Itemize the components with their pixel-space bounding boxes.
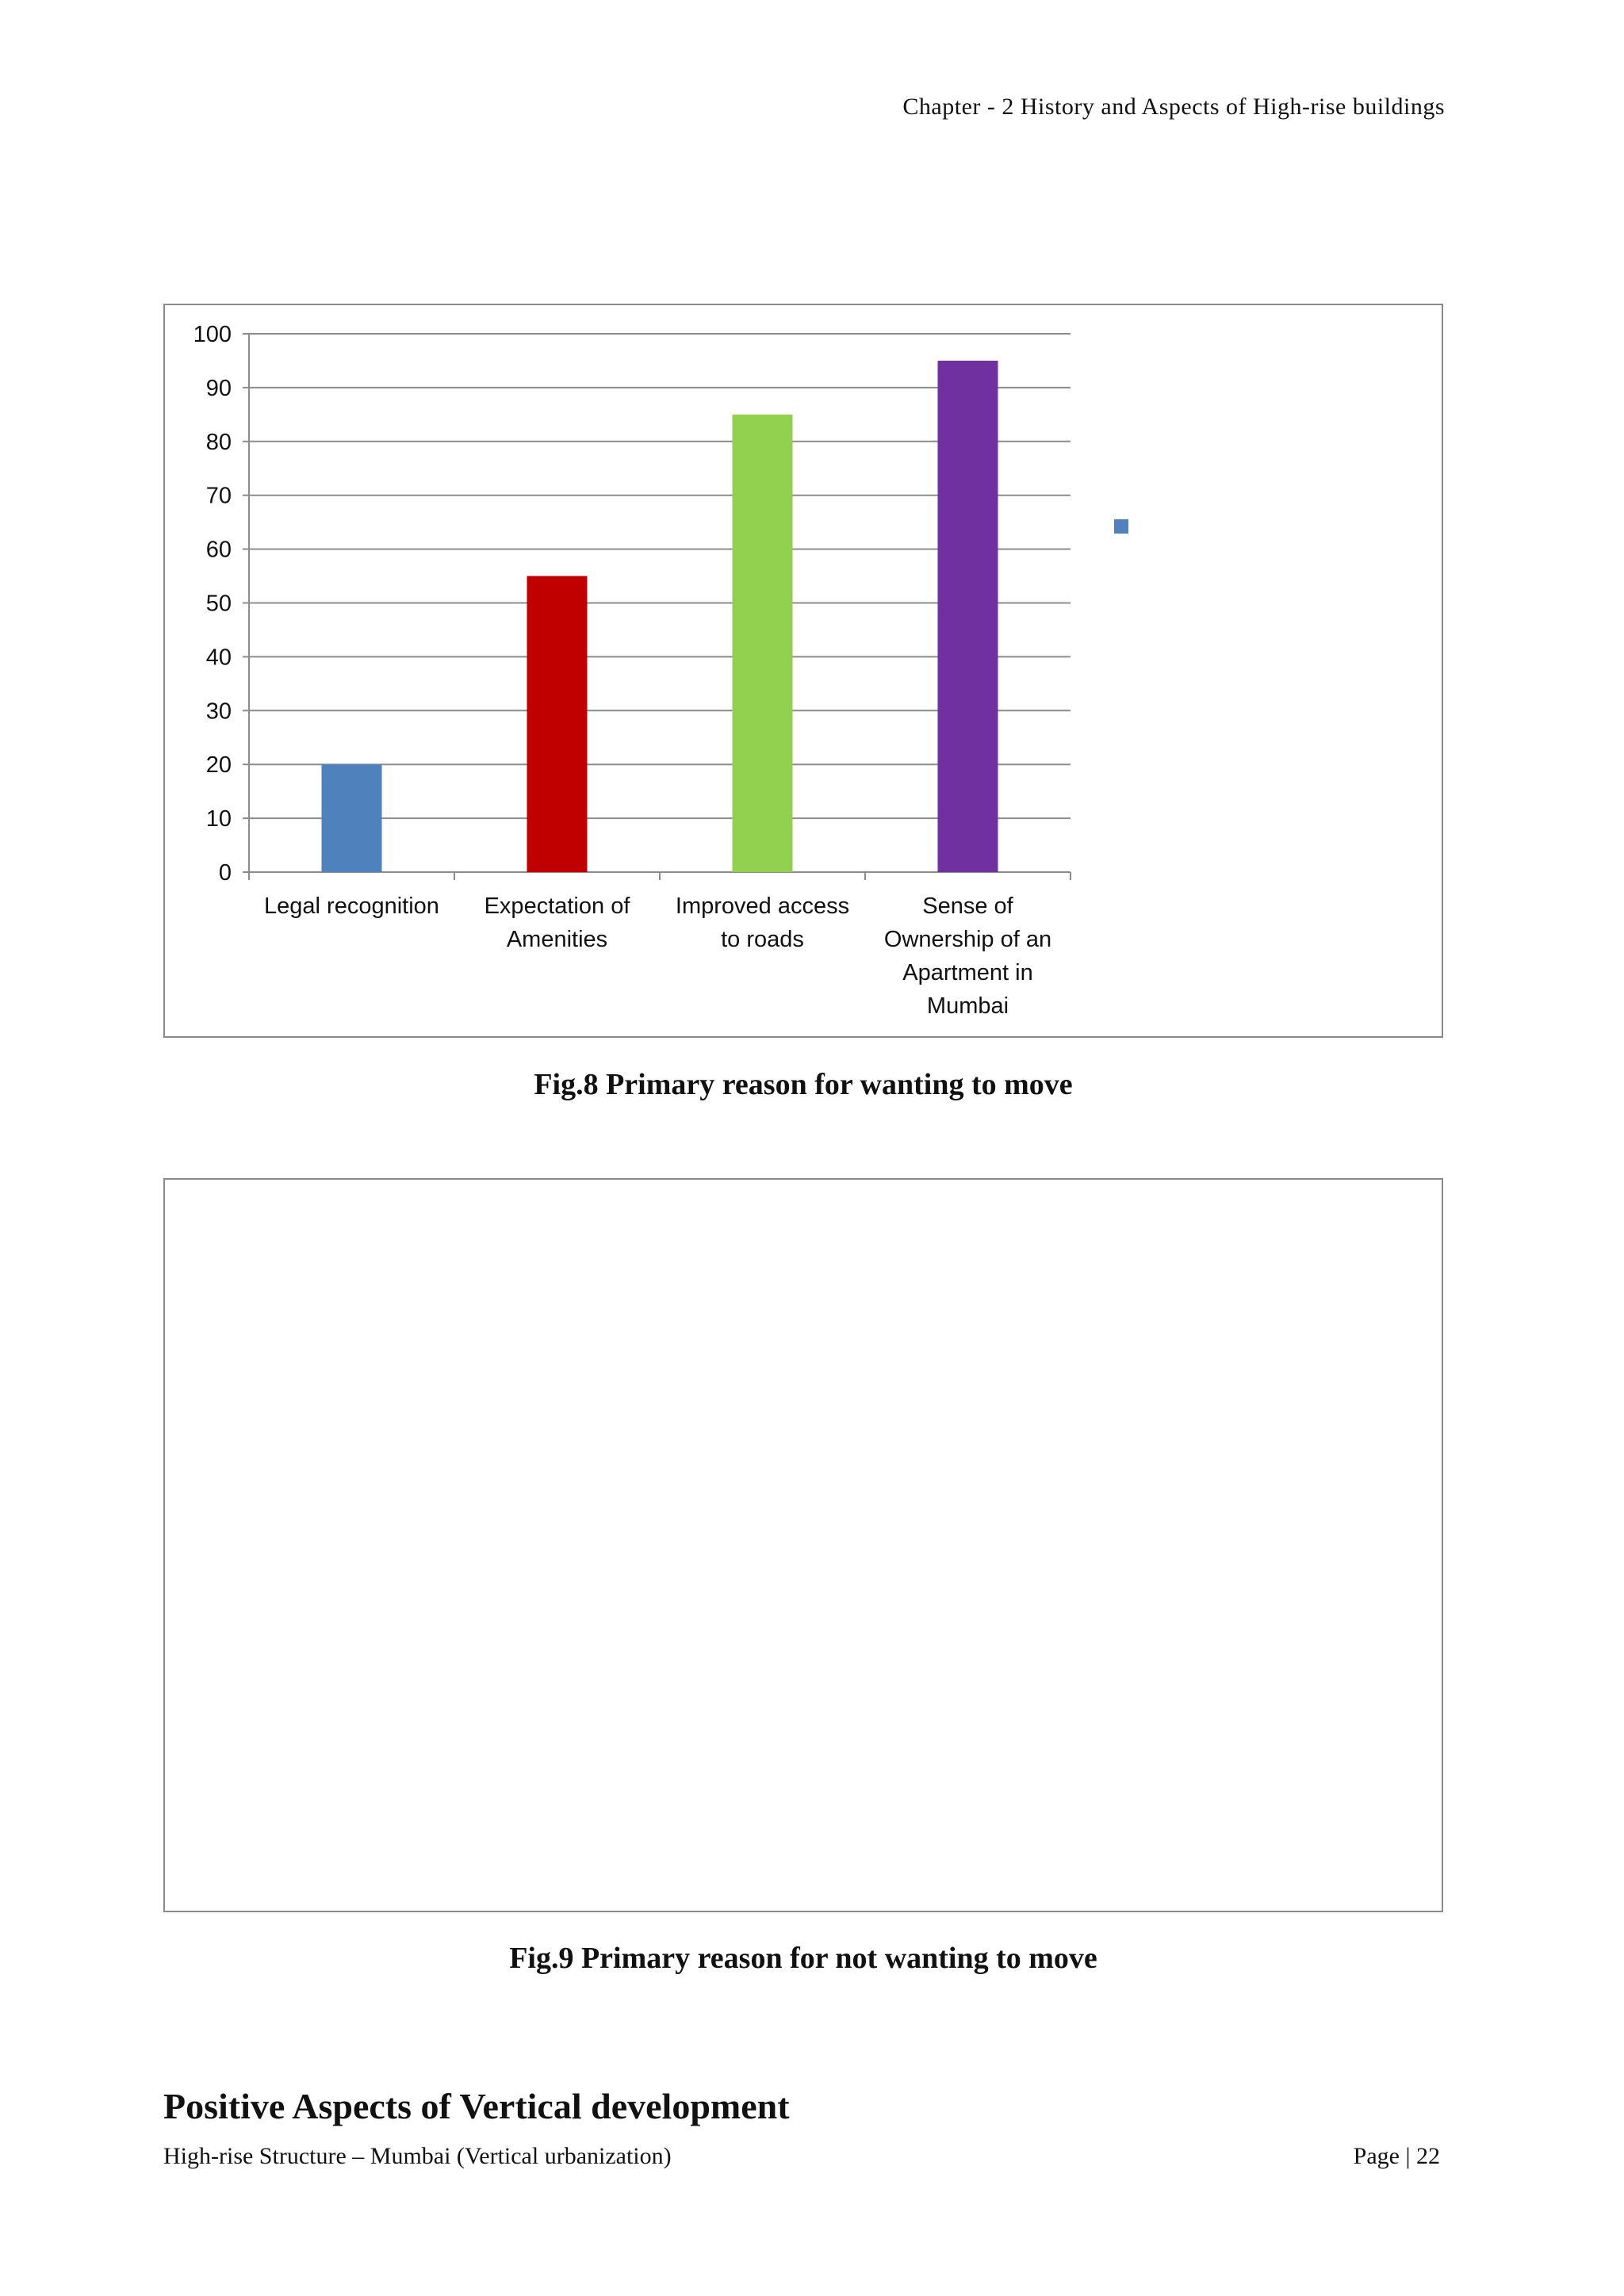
x-tick-label: Expectation of Amenities — [484, 894, 630, 952]
bar-chart-fig9 — [163, 1178, 1443, 1912]
x-tick-label: Improved access to roads — [675, 894, 850, 952]
y-tick-label: 70 — [205, 483, 232, 509]
y-tick-label: 40 — [205, 645, 232, 671]
bar-chart-fig8 — [163, 304, 1443, 1038]
section-heading: Positive Aspects of Vertical development — [163, 2086, 790, 2126]
bar — [527, 576, 588, 872]
footer-title: High-rise Structure – Mumbai (Vertical urbanization) — [163, 2143, 672, 2169]
y-tick-label: 80 — [205, 429, 232, 455]
page-number: Page | 22 — [1353, 2143, 1440, 2169]
figure-caption-fig8: Fig.8 Primary reason for wanting to move — [534, 1068, 1073, 1101]
legend-swatch — [1114, 519, 1128, 534]
x-tick-label: Legal recognition — [264, 894, 439, 919]
y-tick-label: 30 — [205, 698, 232, 725]
y-tick-label: 50 — [205, 591, 232, 617]
y-tick-label: 10 — [205, 806, 232, 832]
bar — [322, 764, 382, 872]
y-tick-label: 60 — [205, 537, 232, 563]
bar — [733, 415, 793, 872]
y-tick-label: 20 — [205, 752, 232, 779]
y-tick-label: 100 — [193, 322, 232, 347]
y-tick-label: 0 — [218, 860, 232, 886]
figure-caption-fig9: Fig.9 Primary reason for not wanting to move — [509, 1942, 1097, 1975]
bar — [938, 361, 998, 872]
page-header: Chapter - 2 History and Aspects of High-rise buildings — [902, 94, 1445, 120]
y-tick-label: 90 — [205, 375, 232, 401]
x-tick-label: Sense of Ownership of an Apartment in Mumbai — [883, 894, 1052, 1019]
chart-canvas-fig9 — [165, 1180, 1445, 1914]
chart-canvas-fig8 — [165, 305, 1445, 1039]
